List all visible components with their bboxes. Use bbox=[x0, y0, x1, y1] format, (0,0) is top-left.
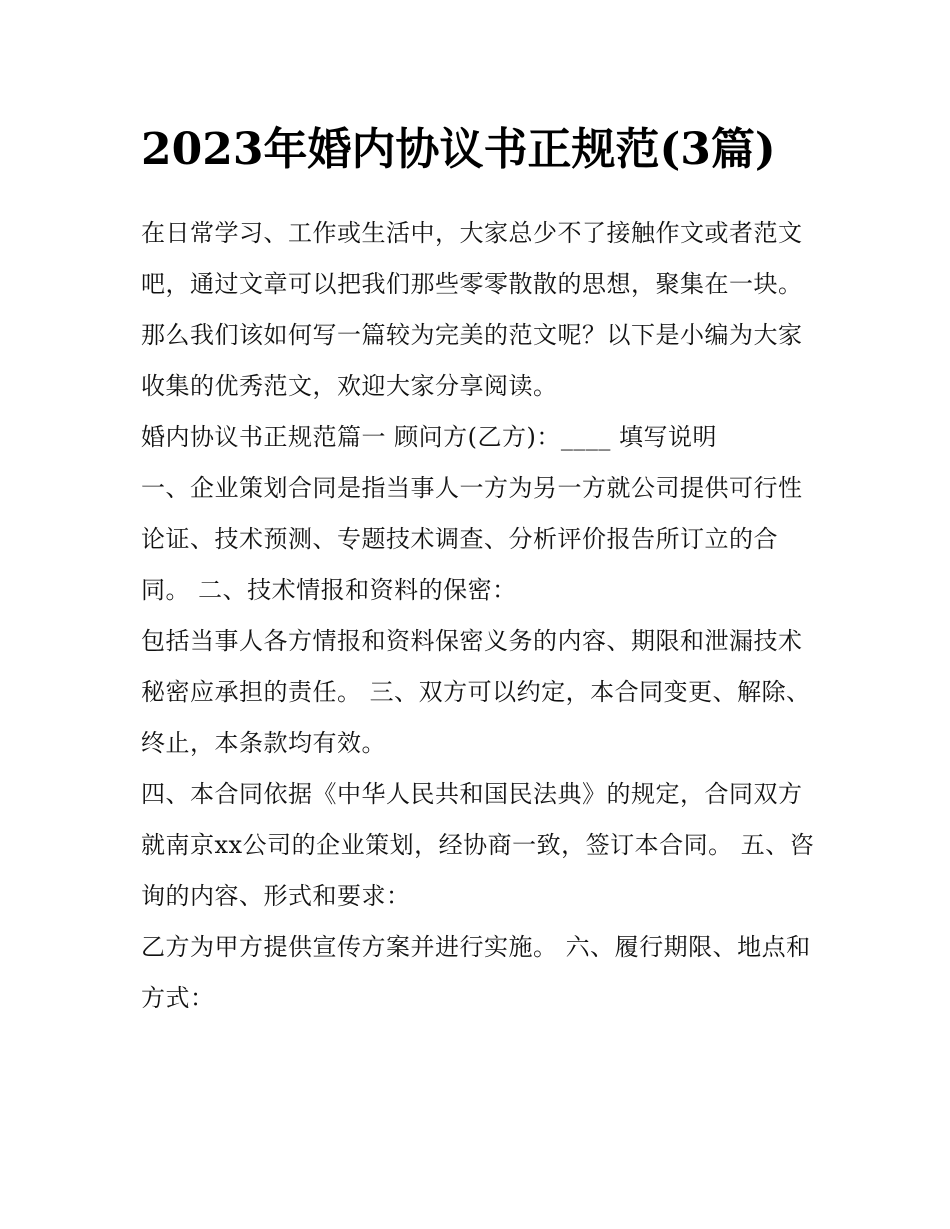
paragraph-clause-2: 包括当事人各方情报和资料保密义务的内容、期限和泄漏技术秘密应承担的责任。 三、双方可以约定，本合同变更、解除、终止，本条款均有效。 bbox=[141, 627, 811, 757]
document-title: 2023年婚内协议书正规范(3篇) bbox=[141, 124, 776, 175]
paragraph-intro: 在日常学习、工作或生活中，大家总少不了接触作文或者范文吧，通过文章可以把我们那些零零散散的思想，聚集在一块。那么我们该如何写一篇较为完美的范文呢？以下是小编为大家收集的优秀范文，欢迎大家分享阅读。 bbox=[141, 219, 803, 400]
paragraph-section-heading: 婚内协议书正规范篇一 顾问方(乙方)：____ 填写说明 bbox=[141, 423, 717, 451]
document-content bbox=[141, 118, 821, 1024]
paragraph-clause-4: 四、本合同依据《中华人民共和国民法典》的规定，合同双方就南京xx公司的企业策划，经协商一致，签订本合同。 五、咨询的内容、形式和要求： bbox=[141, 780, 815, 910]
paragraph-clause-5: 乙方为甲方提供宣传方案并进行实施。 六、履行期限、地点和方式： bbox=[141, 933, 811, 1012]
document-body bbox=[141, 208, 821, 1024]
paragraph-clause-1: 一、企业策划合同是指当事人一方为另一方就公司提供可行性论证、技术预测、专题技术调查、分析评价报告所订立的合同。 二、技术情报和资料的保密： bbox=[141, 474, 803, 604]
